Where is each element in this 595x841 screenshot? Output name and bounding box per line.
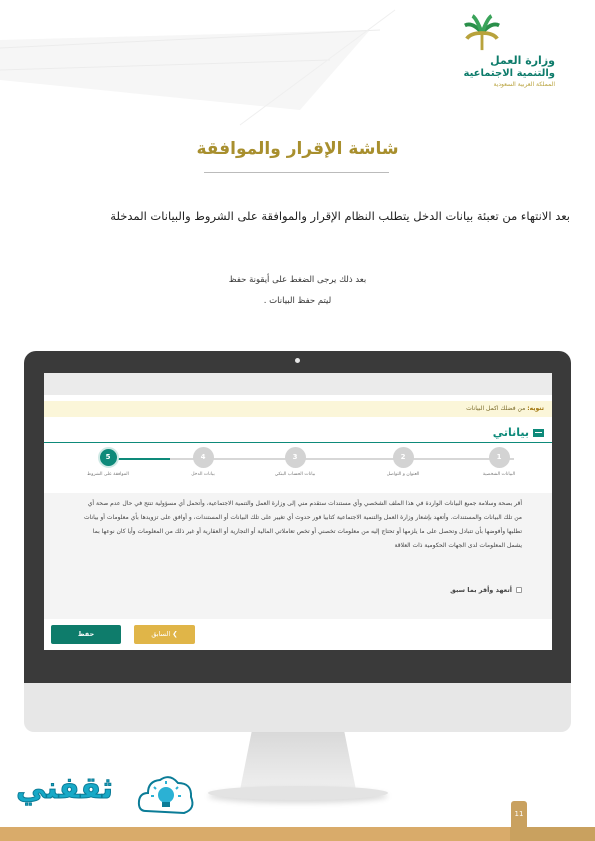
intro-text: بعد الانتهاء من تعبئة بيانات الدخل يتطلب النظام الإقرار والموافقة على الشروط والبيانات المدخلة — [110, 209, 570, 223]
previous-button[interactable] — [134, 625, 195, 644]
step-label: البيانات الشخصية — [482, 472, 516, 477]
step-label: العنوان و التواصل — [386, 472, 420, 477]
section-title-text: بياناتي — [492, 426, 529, 439]
logo-line1: وزارة العمل — [490, 54, 555, 67]
section-title — [493, 426, 544, 439]
list-icon — [533, 429, 544, 437]
step-label: الموافقة على الشروط — [87, 472, 129, 477]
lightbulb-cloud-icon — [136, 771, 196, 823]
note-line1: بعد ذلك يرجى الضغط على أيقونة حفظ — [228, 275, 367, 285]
step-2[interactable] — [358, 447, 448, 477]
screen-topbar — [44, 373, 552, 395]
step-label: بيانات الحساب البنكي — [274, 472, 316, 477]
page-number: 11 — [511, 801, 527, 827]
terms-text: أقر بصحة وسلامة جميع البيانات الواردة في هذا الملف الشخصي وأي مستندات ستقدم مني إلى وزارة العمل والتنمية الاجتماعية، وأتحمل أي مسؤولية تنتج في حال عدم صحة أي من تلك البيانات والمستندات. وأتعهد بإشعار وزارة العمل والتنمية الاجتماعية كتابيا فور حدوث أي تغيير على تلك البيانات أو المستندات، و أوافق على تزويدها بأي معلومات أو بيانات تطلبها وأفوضها بأن تتبادل وتحصل على ما يلزمها أو تحتاج إليه من معلومات تخصني أو تخص تعاملاتي المالية أو التجارية أو العقارية أو غير ذلك من المعلومات وأيا كان نوعها بما يشمل المعلومات لدى الجهات الحكومية ذات العلاقة — [84, 500, 522, 549]
note-line2: ليتم حفظ البيانات . — [263, 296, 332, 306]
palm-tree-icon — [463, 14, 501, 52]
logo-line2: والتنمية الاجتماعية — [463, 68, 555, 79]
brand-name: ثقفني — [16, 771, 114, 806]
agree-label: أتعهد وأقر بما سبق — [450, 586, 512, 594]
step-label: بيانات الدخل — [191, 472, 215, 477]
step-number: 2 — [393, 447, 414, 468]
monitor-stand — [240, 732, 356, 790]
alert-label: تنويه: — [527, 405, 544, 412]
camera-dot — [295, 358, 300, 363]
alert-text: من فضلك اكمل البيانات — [466, 405, 526, 412]
step-3[interactable] — [250, 447, 340, 477]
page-title: شاشة الإقرار والموافقة — [196, 139, 399, 159]
save-button[interactable]: حفظ — [51, 625, 121, 644]
brand-logo — [16, 771, 136, 821]
previous-label: السابق — [151, 630, 171, 638]
step-number: 3 — [285, 447, 306, 468]
step-1[interactable] — [454, 447, 544, 477]
step-4[interactable] — [158, 447, 248, 477]
step-5[interactable] — [63, 447, 153, 477]
alert-banner — [44, 401, 552, 417]
monitor-screen — [44, 373, 552, 650]
agree-checkbox[interactable] — [450, 586, 522, 594]
step-number: 5 — [98, 447, 119, 468]
wizard-steps — [44, 447, 552, 487]
step-number: 1 — [489, 447, 510, 468]
logo-line3: المملكة العربية السعودية — [493, 81, 555, 88]
monitor-chin — [24, 683, 571, 732]
footer-bar-accent — [0, 827, 510, 841]
terms-panel — [44, 493, 552, 619]
section-divider — [44, 442, 552, 443]
checkbox-box[interactable] — [516, 587, 522, 593]
step-number: 4 — [193, 447, 214, 468]
monitor-base — [208, 786, 388, 800]
chevron-right-icon: ❯ — [170, 630, 178, 638]
ministry-logo — [445, 14, 555, 90]
title-divider — [204, 172, 389, 173]
